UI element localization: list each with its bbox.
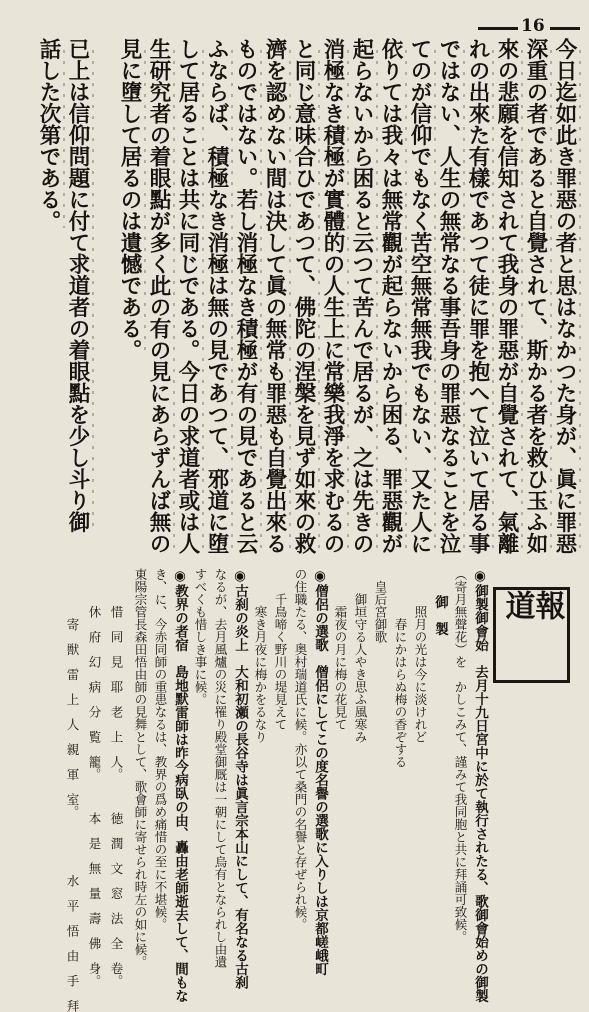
report-line: ◉御製御會始 去月十九日宮中に於て執行されたる、歌御會始めの御製 bbox=[472, 568, 488, 1003]
essay-line: ではない、人生の無常なる事吾身の罪惡なることを泣 bbox=[436, 38, 461, 554]
report-title-box bbox=[493, 587, 570, 683]
report-line: ◉古刹の炎上 大和初瀬の長谷寺は眞言宗本山にして、有名なる古刹 bbox=[232, 568, 248, 989]
essay-line: 起らないから困ると云つて苦んで居るが、之は先きの bbox=[349, 38, 374, 554]
report-line: の住職たる、奥村瑞道氏に候。亦以て桑門の名譽と存ぜられ候。 bbox=[293, 568, 308, 931]
report-line: 休 府 幻 病 分 覧 籠。 本 是 無 量 壽 佛 身。 bbox=[87, 568, 102, 987]
essay-line: 話した次第である。 bbox=[36, 38, 61, 232]
essay-line: 今日迄如此き罪惡の者と思はなかつた身が、眞に罪惡 bbox=[552, 38, 577, 554]
report-title: 報 道 bbox=[499, 590, 565, 674]
essay-line: 濟を認めない間は決して眞の無常も罪惡も自覺出來る bbox=[262, 38, 287, 554]
report-line: 春にかはらぬ梅の香ぞする bbox=[393, 568, 408, 768]
report-line: 東陽宗管長森田悟由師の見舞として、歌會師に寄せられ時左の如に候。 bbox=[133, 568, 148, 968]
report-line: 皇后宮御歌 bbox=[373, 568, 388, 643]
report-line: （寄月無聲花）を かしこみて、謹みて我同胞と共に拜誦可致候。 bbox=[453, 568, 468, 943]
essay-line: れの出來た有樣であつて徒に罪を抱へて泣いて居る事 bbox=[465, 38, 490, 554]
header-rule-left bbox=[478, 27, 518, 30]
essay-line: 深重の者であると自覺されて、斯かる者を救ひ玉ふ如 bbox=[523, 38, 548, 554]
essay-line: ものではない。若し消極なき積極が有の見であると云 bbox=[233, 38, 258, 554]
essay-line: 已上は信仰問題に付て求道者の着眼點を少し斗り御 bbox=[65, 38, 90, 533]
report-line: 惜 同 見 耶 老 上 人。 徳 潤 文 窓 法 全 卷。 bbox=[109, 568, 124, 987]
report-line: 寄 獣 雷 上 人 親 軍 室。 水 平 悟 由 手 拜 bbox=[65, 568, 80, 1012]
essay-line: 依りては我々は無常觀が起らないから困る、罪惡觀が bbox=[378, 38, 403, 554]
report-line: 千鳥啼く野川の堤見えて bbox=[273, 568, 288, 731]
essay-line: 消極なき積極が實體的の人生上に常樂我淨を求むるの bbox=[320, 38, 345, 554]
essay-line: と同じ意味合ひであつて、佛陀の涅槃を見ず如來の救 bbox=[291, 38, 316, 554]
report-line: 寒き月夜に梅かをるなり bbox=[253, 568, 268, 743]
report-line: ◉僧侶の選歌 僧侶にしてこの度名譽の選歌に入りしは京都嵯峨町 bbox=[312, 568, 328, 976]
report-line: ◉教界の者宿 島地默雷師は昨今病臥の由、轟由老師逝去して、間もな bbox=[172, 568, 188, 1003]
page-number: 16 bbox=[521, 16, 545, 36]
essay-line: して居ることは共に同じである。今日の求道者或は人 bbox=[175, 38, 200, 554]
report-line: 照月の光は今に淡けれど bbox=[413, 568, 428, 743]
essay-line: 來の悲願を信知されて我身の罪惡が自覺されて、氣離 bbox=[494, 38, 519, 554]
report-line: 御 製 bbox=[432, 568, 448, 636]
report-line: き、に、今赤同師の重患なるは、教界の爲め痛惜の至に不堪候。 bbox=[153, 568, 168, 931]
essay-line: てのが信仰でもなく苦空無常無我でもない、又た人に bbox=[407, 38, 432, 554]
report-line: 御垣守る人やき思ふ風寒み bbox=[353, 568, 368, 743]
header-rule-right bbox=[550, 27, 580, 30]
essay-line: 生研究者の着眼點が多く此の有の見にあらずんば無の bbox=[146, 38, 171, 554]
essay-line: ふならば、積極なき消極は無の見であつて、邪道に堕 bbox=[204, 38, 229, 554]
report-line: 霜夜の月に梅の花見て bbox=[333, 568, 348, 731]
report-line: なるが、去月風爐の災に罹り殿堂御厩は一朝にして烏有となられし由遺 bbox=[213, 568, 228, 968]
essay-line: 見に墮して居るのは遺憾である。 bbox=[117, 38, 142, 361]
report-line: すべくも惜しき事に候。 bbox=[193, 568, 208, 706]
